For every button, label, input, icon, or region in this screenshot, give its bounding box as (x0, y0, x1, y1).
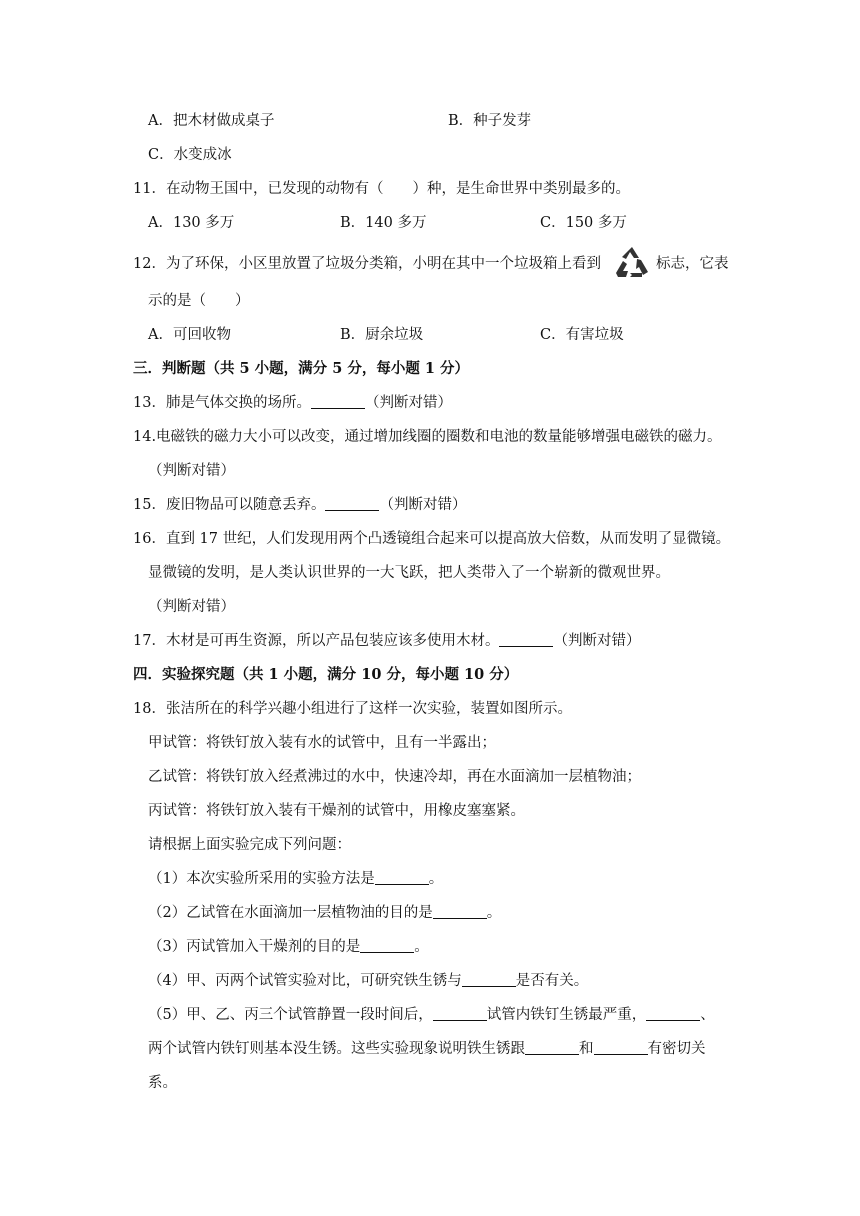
q13-answer-blank[interactable] (311, 393, 365, 409)
sub5-blank-1[interactable] (433, 1005, 487, 1021)
sub1-end: 。 (428, 871, 444, 887)
sub2-end: 。 (486, 905, 502, 921)
q18-sub2 (148, 903, 501, 923)
q12-stem-line2: 示的是（ ） (148, 293, 250, 309)
tube-yi: 乙试管：将铁钉放入经煮沸过的水中，快速冷却，再在水面滴加一层植物油； (148, 769, 641, 785)
q10-option-b: B．种子发芽 (448, 113, 532, 129)
sub5-blank-3[interactable] (525, 1039, 579, 1055)
tube-bing: 丙试管：将铁钉放入装有干燥剂的试管中，用橡皮塞塞紧。 (148, 803, 525, 819)
sub5-text-2: 试管内铁钉生锈最严重， (486, 1007, 647, 1023)
q18-sub3 (148, 937, 429, 957)
q12-stem-part2: 标志，它表 (656, 256, 729, 272)
q12-option-c: C．有害垃圾 (540, 327, 624, 343)
sub5-line2-text-1: 两个试管内铁钉则基本没生锈。这些实验现象说明铁生锈跟 (148, 1041, 525, 1057)
q18-instruction: 请根据上面实验完成下列问题： (148, 837, 351, 853)
q10-option-c: C．水变成冰 (148, 147, 232, 163)
q16-line1: 16．直到 17 世纪，人们发现用两个凸透镜组合起来可以提高放大倍数，从而发明了显微镜。 (133, 531, 731, 547)
q13-hint: （判断对错） (364, 395, 452, 411)
q18-stem: 18．张洁所在的科学兴趣小组进行了这样一次实验，装置如图所示。 (133, 701, 572, 717)
q13-text: 13．肺是气体交换的场所。 (133, 395, 311, 411)
q12-option-b: B．厨余垃圾 (340, 327, 424, 343)
q12-option-a: A．可回收物 (148, 327, 231, 343)
q18-sub5-line2 (148, 1039, 706, 1059)
q11-option-a: A．130 多万 (148, 215, 235, 231)
q18-sub5-line3: 系。 (148, 1075, 177, 1091)
q13 (133, 393, 452, 413)
q17-hint: （判断对错） (553, 633, 641, 649)
sub4-end: 是否有关。 (515, 973, 589, 989)
sub5-text-1: （5）甲、乙、丙三个试管静置一段时间后， (148, 1007, 433, 1023)
q17-answer-blank[interactable] (499, 631, 553, 647)
sub3-answer-blank[interactable] (360, 937, 414, 953)
sub3-end: 。 (414, 939, 429, 955)
sub4-text: （4）甲、丙两个试管实验对比，可研究铁生锈与 (148, 973, 462, 989)
sub2-text: （2）乙试管在水面滴加一层植物油的目的是 (148, 905, 433, 921)
q18-sub1 (148, 869, 443, 889)
sub5-text-3: 、 (700, 1007, 715, 1023)
q15-answer-blank[interactable] (325, 495, 379, 511)
sub3-text: （3）丙试管加入干燥剂的目的是 (148, 939, 361, 955)
q10-option-a: A．把木材做成桌子 (148, 113, 275, 129)
q16-line2: 显微镜的发明，是人类认识世界的一大飞跃，把人类带入了一个崭新的微观世界。 (148, 565, 670, 581)
q15-hint: （判断对错） (379, 497, 467, 513)
q11-option-c: C．150 多万 (540, 215, 627, 231)
sub5-line2-text-3: 有密切关 (647, 1041, 706, 1057)
q17 (133, 631, 640, 651)
sub2-answer-blank[interactable] (433, 903, 487, 919)
q16-line3: （判断对错） (148, 599, 235, 615)
sub5-blank-2[interactable] (646, 1005, 700, 1021)
q17-text: 17．木材是可再生资源，所以产品包装应该多使用木材。 (133, 633, 500, 649)
sub5-line2-text-2: 和 (579, 1041, 594, 1057)
q15 (133, 495, 466, 515)
q18-sub4 (148, 971, 588, 991)
sub1-answer-blank[interactable] (375, 869, 429, 885)
q12-stem-part1: 12．为了环保，小区里放置了垃圾分类箱，小明在其中一个垃圾箱上看到 (133, 256, 601, 272)
q15-text: 15．废旧物品可以随意丢弃。 (133, 497, 326, 513)
tube-jia: 甲试管：将铁钉放入装有水的试管中，且有一半露出； (148, 735, 496, 751)
sub4-answer-blank[interactable] (462, 971, 516, 987)
q14-line2: （判断对错） (148, 463, 235, 479)
sub5-blank-4[interactable] (594, 1039, 648, 1055)
q11-option-b: B．140 多万 (340, 215, 427, 231)
q18-sub5-line1 (148, 1005, 715, 1025)
section3-heading: 三．判断题（共 5 小题，满分 5 分，每小题 1 分） (133, 360, 470, 377)
section4-heading: 四．实验探究题（共 1 小题，满分 10 分，每小题 10 分） (133, 666, 519, 683)
q11-stem: 11．在动物王国中，已发现的动物有（ ）种，是生命世界中类别最多的。 (133, 181, 630, 197)
recycle-icon (612, 245, 652, 279)
q14-line1: 14.电磁铁的磁力大小可以改变，通过增加线圈的圈数和电池的数量能够增强电磁铁的磁力。 (133, 429, 722, 445)
sub1-text: （1）本次实验所采用的实验方法是 (148, 871, 375, 887)
